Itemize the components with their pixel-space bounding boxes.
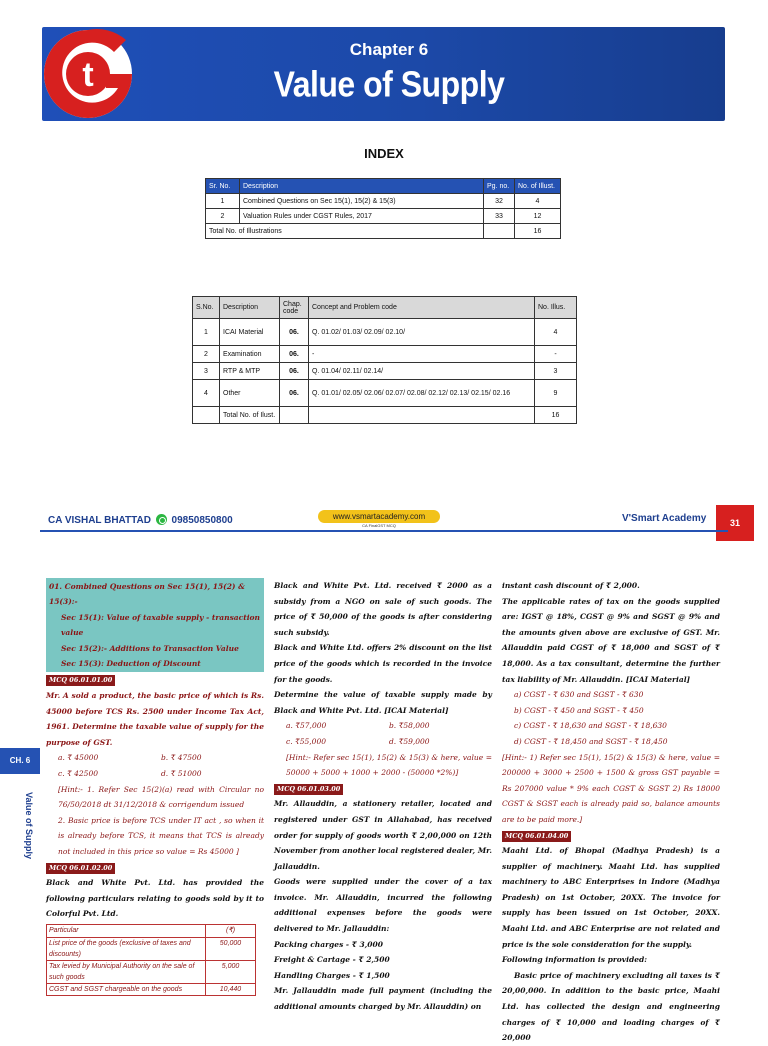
paragraph — [502, 594, 720, 688]
content-column-3 — [502, 578, 720, 1046]
option: a. ₹ 45000 — [58, 753, 99, 763]
table-cell: 1 — [206, 194, 240, 209]
mcq-code: MCQ 06.01.02.00 — [46, 863, 115, 874]
hint-text: 2. Basic price is before TCS under IT act , so when it is already before TCS, it means that TCS is already not included in this price so value = Rs 45000 ] — [58, 815, 264, 856]
table-row — [47, 960, 256, 983]
table-cell: 4 — [193, 380, 220, 407]
chapter-title: Value of Supply — [273, 63, 505, 105]
table-cell: 1 — [193, 319, 220, 346]
academy-name: V'Smart Academy — [622, 513, 707, 524]
paragraph: Mr. Jallauddin made full payment (including the additional amounts charged by Mr. Allauddin) on — [274, 986, 492, 1012]
table-cell: Q. 01.04/ 02.11/ 02.14/ — [309, 363, 535, 380]
index-summary-table — [205, 178, 561, 239]
table-cell: Q. 01.02/ 01.03/ 02.09/ 02.10/ — [309, 319, 535, 346]
chapter-side-tab: CH. 6 — [0, 748, 40, 774]
table-cell: 50,000 — [206, 937, 256, 960]
option: d) CGST - ₹ 18,450 and SGST - ₹ 18,450 — [514, 736, 668, 746]
paragraph: Black and White Ltd. offers 2% discount on the list price of the goods which is recorded in the invoice for the goods. — [274, 643, 492, 684]
col-header: Chap. code — [280, 297, 309, 319]
table-cell: 06. — [280, 346, 309, 363]
website-link[interactable]: www.vsmartacademy.com — [318, 510, 440, 523]
col-header: Description — [240, 179, 484, 194]
table-cell: Other — [220, 380, 280, 407]
topic-line: Sec 15(1): Value of taxable supply - transaction value — [61, 612, 260, 638]
table-cell: 9 — [535, 380, 577, 407]
option: c. ₹55,000 — [286, 736, 326, 746]
option: a) CGST - ₹ 630 and SGST - ₹ 630 — [514, 690, 644, 700]
table-row — [47, 937, 256, 960]
table-cell: Valuation Rules under CGST Rules, 2017 — [240, 209, 484, 224]
table-cell: 06. — [280, 363, 309, 380]
table-header-row — [193, 297, 577, 319]
expense-line: Handling Charges - ₹ 1,500 — [274, 970, 390, 980]
table-cell: 10,440 — [206, 983, 256, 995]
table-cell: RTP & MTP — [220, 363, 280, 380]
topic-box — [46, 578, 264, 672]
total-label: Total No. of Ilust. — [220, 407, 280, 424]
table-cell: CGST and SGST chargeable on the goods — [47, 983, 206, 995]
content-column-1 — [46, 578, 264, 996]
table-cell: Q. 01.01/ 02.05/ 02.06/ 02.07/ 02.08/ 02.12/ 02.13/ 02.15/ 02.16 — [309, 380, 535, 407]
option: d. ₹59,000 — [389, 736, 430, 746]
table-cell: 3 — [535, 363, 577, 380]
col-header: Concept and Problem code — [309, 297, 535, 319]
table-cell: 4 — [535, 319, 577, 346]
author-name: CA VISHAL BHATTAD — [48, 515, 151, 526]
table-header-row — [206, 179, 561, 194]
chapter-label: Chapter 6 — [349, 40, 429, 59]
answer-options — [46, 750, 264, 781]
option: b) CGST - ₹ 450 and SGST - ₹ 450 — [514, 705, 644, 715]
question-text: Black and White Pvt. Ltd. has provided the following particulars relating to goods sold by it to Colorful Pvt. Ltd. — [46, 878, 264, 919]
table-cell: Combined Questions on Sec 15(1), 15(2) & 15(3) — [240, 194, 484, 209]
index-title: INDEX — [364, 146, 404, 161]
option: d. ₹ 51000 — [161, 769, 202, 778]
col-header: Sr. No. — [206, 179, 240, 194]
topic-line: Sec 15(2):- Additions to Transaction Value — [61, 643, 239, 653]
topic-line: Sec 15(3): Deduction of Discount — [61, 659, 201, 669]
table-cell: Examination — [220, 346, 280, 363]
col-header: S.No. — [193, 297, 220, 319]
question-source-tag: [ICAI Material] — [625, 674, 691, 684]
page-number: 31 — [716, 505, 754, 541]
table-cell: 06. — [280, 380, 309, 407]
mcq-code: MCQ 06.01.01.00 — [46, 675, 115, 686]
content-column-2 — [274, 578, 492, 1015]
footer-divider — [40, 530, 728, 532]
table-cell — [193, 407, 220, 424]
question-text: Mr. A sold a product, the basic price of which is Rs. 45000 before TCS Rs. 2500 under Income Tax Act, 1961. Determine the taxable value of supply for the purpose of GST. — [46, 691, 264, 747]
table-cell: Tax levied by Municipal Authority on the sale of such goods — [47, 960, 206, 983]
option: a. ₹57,000 — [286, 721, 327, 731]
website-subtitle: CA FinalGST MCQ — [362, 523, 396, 528]
expense-line: Packing charges - ₹ 3,000 — [274, 939, 383, 949]
table-cell: 4 — [515, 194, 561, 209]
option: c) CGST - ₹ 18,630 and SGST - ₹ 18,630 — [514, 721, 667, 731]
svg-text:t: t — [82, 56, 94, 94]
col-header: (₹) — [206, 924, 256, 937]
particulars-table — [46, 924, 256, 996]
table-row — [193, 319, 577, 346]
table-row — [193, 363, 577, 380]
index-detail-table — [192, 296, 577, 424]
footer-author — [48, 514, 233, 526]
table-cell — [484, 224, 515, 239]
table-cell: 06. — [280, 319, 309, 346]
answer-options — [274, 718, 492, 749]
option: c. ₹ 42500 — [58, 769, 98, 778]
table-row — [47, 983, 256, 995]
side-chapter-label: Value of Supply — [24, 792, 34, 860]
paragraph-body: The applicable rates of tax on the goods supplied are: IGST @ 18%, CGST @ 9% and SGST @ 9% and the amounts given above are exclusive of GST. Mr. Allauddin paid CGST of ₹ 18,000 and SGST of ₹ 18,000. As a tax consultant, determine the further tax liability of Mr. Allauddin. — [502, 596, 720, 684]
col-header: No. of Illust. — [515, 179, 561, 194]
paragraph: Basic price of machinery excluding all taxes is ₹ 20,00,000. In addition to the basic price, Maahi Ltd. has collected the design and engineering charges of ₹ 10,000 and loading charges of ₹ 20,000 — [502, 970, 720, 1043]
answer-options — [502, 687, 720, 749]
total-value: 16 — [535, 407, 577, 424]
question-text — [274, 687, 492, 718]
mcq-code: MCQ 06.01.04.00 — [502, 831, 571, 842]
table-cell: 5,000 — [206, 960, 256, 983]
option: b. ₹ 47500 — [161, 753, 202, 763]
question-text: Maahi Ltd. of Bhopal (Madhya Pradesh) is a supplier of machinery. Maahi Ltd. has supplied machinery to ABC Enterprises in Indore (Madhya Pradesh) on 1st October, 20XX. The invoice for supply has been issued on 1st October, 20XX. Maahi Ltd. and ABC Enterprise are not related and price is the sole consideration for the supply. — [502, 846, 720, 949]
col-header: No. Illus. — [535, 297, 577, 319]
paragraph: Black and White Pvt. Ltd. received ₹ 2000 as a subsidy from a NGO on sale of such goods. The price of ₹ 50,000 of the goods is after considering such subsidy. — [274, 581, 492, 637]
table-header-row — [47, 924, 256, 937]
topic-title: 01. Combined Questions on Sec 15(1), 15(2) & 15(3):- — [49, 582, 245, 607]
col-header: Description — [220, 297, 280, 319]
question-body: Determine the value of taxable supply made by Black and White Pvt. Ltd. — [274, 690, 492, 715]
table-row — [206, 209, 561, 224]
expense-line: Freight & Cartage - ₹ 2,500 — [274, 955, 390, 965]
table-cell: 2 — [206, 209, 240, 224]
table-total-row — [206, 224, 561, 239]
question-text: Goods were supplied under the cover of a tax invoice. Mr. Allauddin, incurred the following additional expenses before the goods were delivered to Mr. Jallauddin: — [274, 877, 492, 934]
table-row — [193, 380, 577, 407]
table-cell: 12 — [515, 209, 561, 224]
table-cell: - — [535, 346, 577, 363]
question-source-tag: [ICAI Material] — [384, 705, 449, 715]
hint-text: [Hint:- 1) Refer sec 15(1), 15(2) & 15(3) & here, value = 200000 + 3000 + 2500 + 1500 & gross GST payable = Rs 207000 value * 9% each CGST & SGST 2) Rs 18000 CGST & SGST each is already paid so, balance amounts are to be paid more.] — [502, 752, 720, 824]
hint-text: [Hint:- 1. Refer Sec 15(2)(a) read with Circular no 76/50/2018 dt 31/12/2018 & corrigendum issued — [58, 784, 264, 810]
table-cell: 3 — [193, 363, 220, 380]
question-text: Mr. Allauddin, a stationery retailer, located and registered under GST in Allahabad, has received order for supply of goods worth ₹ 2,00,000 on 12th November from another local registered dealer, Mr. Jallauddin. — [274, 799, 492, 871]
col-header: Pg. no. — [484, 179, 515, 194]
table-cell: 32 — [484, 194, 515, 209]
table-cell — [309, 407, 535, 424]
col-header: Particular — [47, 924, 206, 937]
table-total-row — [193, 407, 577, 424]
whatsapp-icon — [156, 514, 167, 525]
table-cell: 2 — [193, 346, 220, 363]
mcq-code: MCQ 06.01.03.00 — [274, 784, 343, 795]
total-label: Total No. of Illustrations — [206, 224, 484, 239]
table-cell: - — [309, 346, 535, 363]
table-cell — [280, 407, 309, 424]
total-value: 16 — [515, 224, 561, 239]
paragraph: Following information is provided: — [502, 955, 648, 965]
author-phone: 09850850800 — [171, 515, 233, 526]
hint-text: [Hint:- Refer sec 15(1), 15(2) & 15(3) & here, value = 50000 + 5000 + 1000 + 2000 - (50000 *2%)] — [286, 752, 492, 778]
table-cell: List price of the goods (exclusive of taxes and discounts) — [47, 937, 206, 960]
option: b. ₹58,000 — [389, 721, 430, 731]
table-row — [206, 194, 561, 209]
table-cell: 33 — [484, 209, 515, 224]
table-row — [193, 346, 577, 363]
paragraph: instant cash discount of ₹ 2,000. — [502, 581, 640, 590]
table-cell: ICAI Material — [220, 319, 280, 346]
